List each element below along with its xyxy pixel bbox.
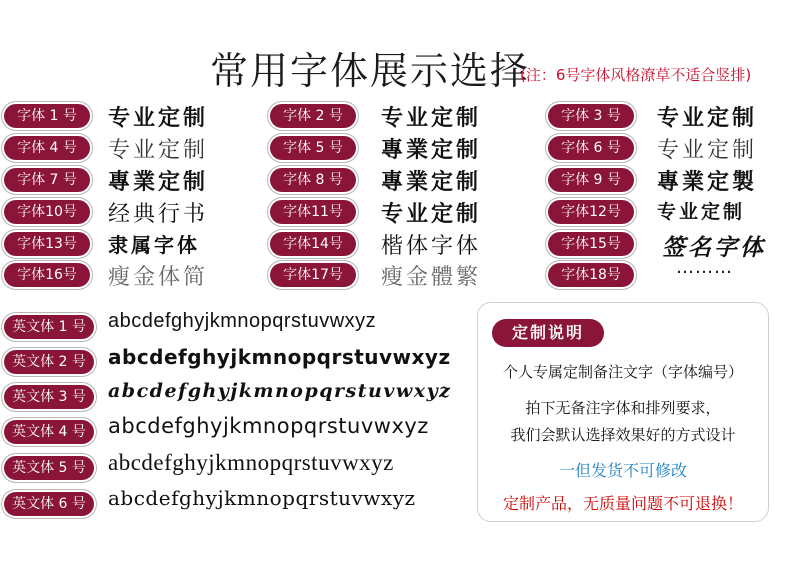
font-label: 英文体 1 号 <box>4 315 94 339</box>
font-sample: 专业定制 <box>657 201 746 223</box>
font-sample: abcdefghyjkmnopqrstuvwxyz <box>108 450 394 475</box>
font-label: 字体 4 号 <box>4 136 90 160</box>
font-label: 字体 9 号 <box>548 168 634 192</box>
font-label: 字体 8 号 <box>270 168 356 192</box>
font-sample: 專業定製 <box>657 170 758 195</box>
font-sample: 瘦金體繁 <box>381 265 482 290</box>
font-label: 字体17号 <box>270 263 356 287</box>
header <box>0 40 790 93</box>
font-sample: abcdefghyjkmnopqrstuvwxyz <box>108 310 377 332</box>
font-sample: 專業定制 <box>108 169 209 195</box>
font-sample: 专业定制 <box>381 106 482 131</box>
font-sample: 专业定制 <box>657 138 758 163</box>
font-label: 英文体 5 号 <box>4 456 94 480</box>
font-label: 字体16号 <box>4 263 90 287</box>
font-label: 字体 1 号 <box>4 104 90 128</box>
font-label: 英文体 3 号 <box>4 385 94 409</box>
font-sample: 楷体字体 <box>381 234 482 259</box>
font-sample: 专业定制 <box>108 106 209 131</box>
font-sample: 专业定制 <box>108 138 209 163</box>
info-line-warning: 一但发货不可修改 <box>558 461 687 480</box>
font-sample: 经典行书 <box>108 202 209 227</box>
page-title: 常用字体展示选择 <box>210 49 531 93</box>
font-label: 字体 5 号 <box>270 136 356 160</box>
info-heading: 定制说明 <box>492 319 604 347</box>
info-line: 拍下无备注字体和排列要求， <box>525 399 721 417</box>
font-sample: 隶属字体 <box>108 233 200 257</box>
font-sample: abcdefghyjkmnopqrstuvwxyz <box>108 380 452 402</box>
font-label: 字体14号 <box>270 232 356 256</box>
info-line-notice: 定制产品，无质量问题不可退换！ <box>502 494 743 513</box>
font-label: 字体18号 <box>548 263 634 287</box>
font-label: 字体 2 号 <box>270 104 356 128</box>
title-note: (注：6号字体风格潦草不适合竖排) <box>520 66 752 84</box>
font-sample: 專業定制 <box>381 138 482 163</box>
font-label: 字体 7 号 <box>4 168 90 192</box>
font-sample: 签名字体 <box>662 235 766 261</box>
info-line: 个人专属定制备注文字（字体编号） <box>502 363 743 381</box>
font-label: 字体12号 <box>548 200 634 224</box>
font-sample: 专业定制 <box>657 106 758 131</box>
font-sample: abcdefghyjkmnopqrstuvwxyz <box>108 345 451 369</box>
font-sample: abcdefghyjkmnopqrstuvwxyz <box>108 486 416 510</box>
font-label: 字体11号 <box>270 200 356 224</box>
font-label: 英文体 6 号 <box>4 492 94 516</box>
font-sample: 專業定制 <box>381 169 482 195</box>
info-line: 我们会默认选择效果好的方式设计 <box>510 426 736 444</box>
font-label: 字体10号 <box>4 200 90 224</box>
font-label: 字体 6 号 <box>548 136 634 160</box>
font-label: 英文体 2 号 <box>4 350 94 374</box>
font-label: 字体 3 号 <box>548 104 634 128</box>
font-sample: abcdefghyjkmnopqrstuvwxyz <box>108 414 429 438</box>
font-sample: 专业定制 <box>381 202 482 227</box>
font-sample: ……… <box>676 257 733 278</box>
font-label: 字体13号 <box>4 232 90 256</box>
font-sample: 瘦金体简 <box>108 265 209 290</box>
custom-info-box <box>477 302 769 522</box>
font-label: 英文体 4 号 <box>4 420 94 444</box>
font-label: 字体15号 <box>548 232 634 256</box>
